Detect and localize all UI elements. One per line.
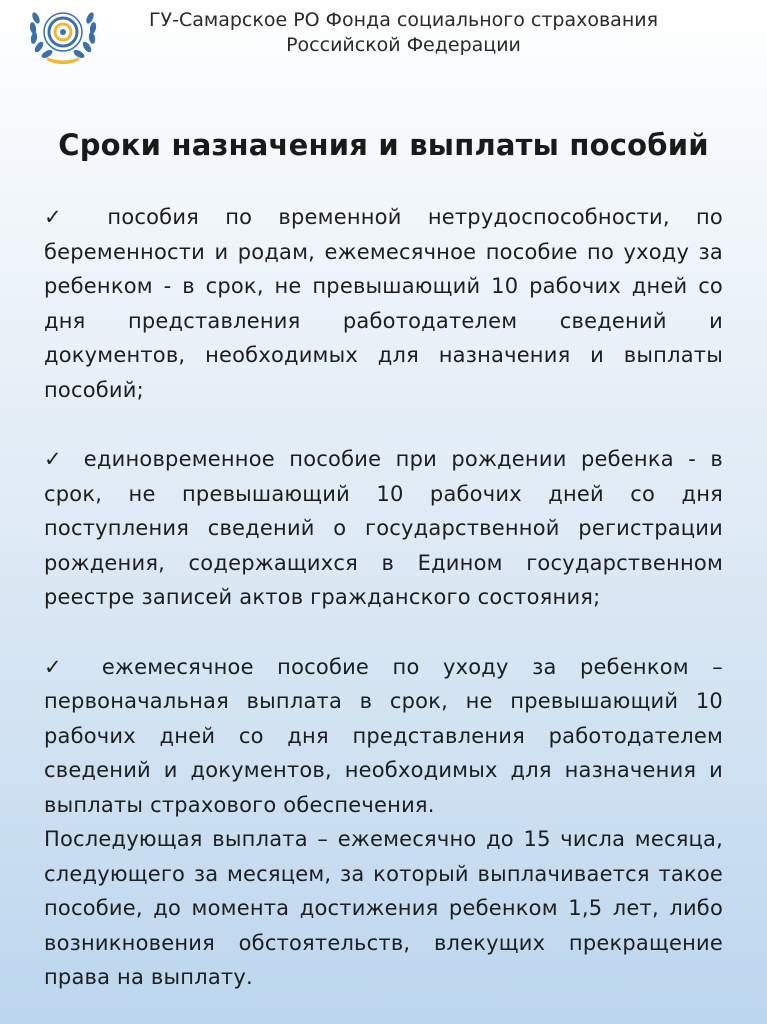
- list-item-text: ежемесячное пособие по уходу за ребенком – первоначальная выплата в срок, не превышающий 10 рабочих дней со дня представления работодателем сведений и документов, необходимых для назначения и выплаты страхового обеспечения.: [44, 654, 724, 817]
- organization-name-line1: ГУ-Самарское РО Фонда социального страхования: [148, 9, 659, 31]
- organization-name: [0, 8, 767, 58]
- closing-paragraph: Последующая выплата – ежемесячно до 15 числа месяца, следующего за месяцем, за который выплачивается такое пособие, до момента достижения ребенком 1,5 лет, либо возникновения обстоятельств, влекущих прекращение права на выплату.: [44, 827, 723, 989]
- main-content: [44, 200, 723, 995]
- list-item: [44, 200, 723, 407]
- list-item-text: единовременное пособие при рождении ребенка - в срок, не превышающий 10 рабочих дней со дня поступления сведений о государственной регистрации рождения, содержащихся в Едином государственном реестре записей актов гражданского состояния;: [44, 447, 723, 609]
- list-item: [44, 650, 723, 823]
- check-mark-icon: ✓: [44, 654, 79, 679]
- list-item: [44, 442, 723, 615]
- organization-name-line2: Российской Федерации: [286, 34, 521, 56]
- check-mark-icon: ✓: [44, 447, 70, 471]
- list-item-text: пособия по временной нетрудоспособности, по беременности и родам, ежемесячное пособие по уходу за ребенком - в срок, не превышающий 10 рабочих дней со дня представления работодателем сведений и документов, необходимых для назначения и выплаты пособий;: [44, 205, 723, 402]
- page-title: Сроки назначения и выплаты пособий: [58, 128, 709, 162]
- check-mark-icon: ✓: [44, 205, 82, 229]
